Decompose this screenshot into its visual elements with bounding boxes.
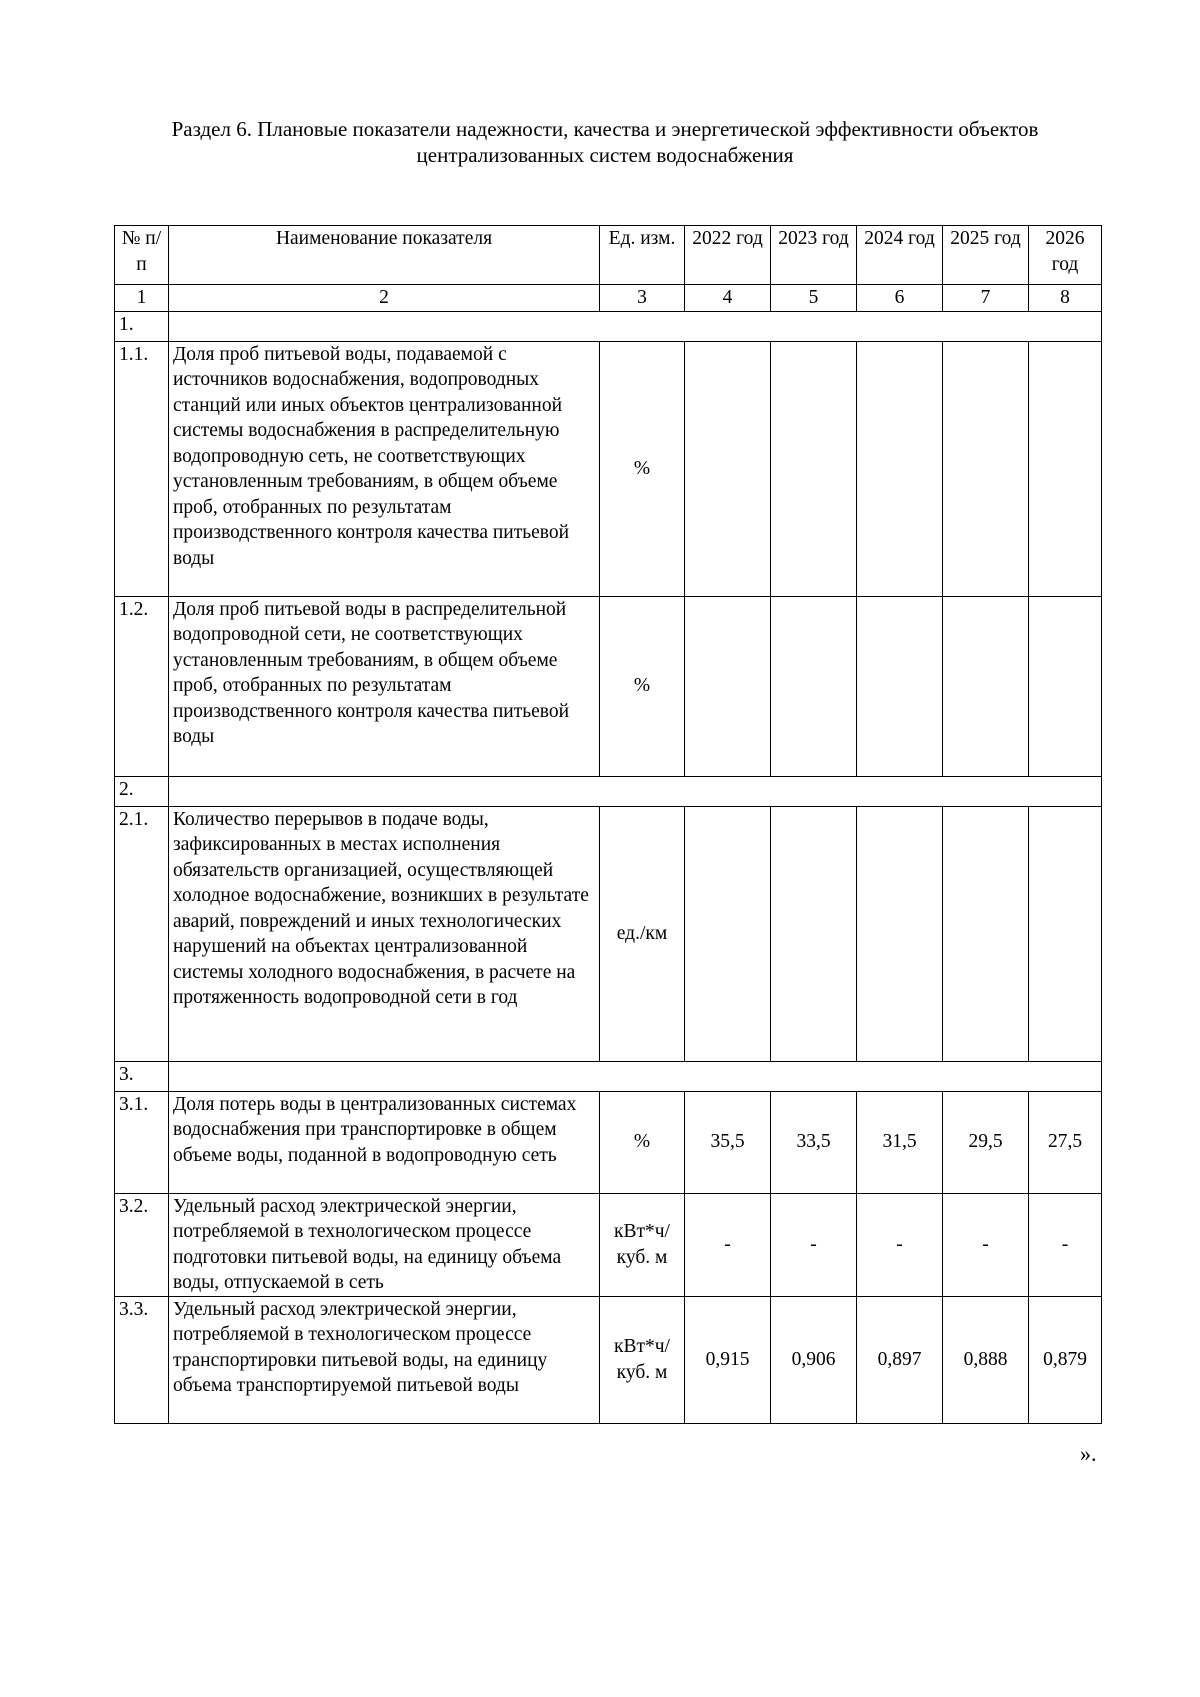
value-cell: 33,5 (771, 1091, 857, 1193)
header-unit: Ед. изм. (600, 226, 685, 285)
value-cell: 27,5 (1029, 1091, 1102, 1193)
row-number: 1.1. (115, 341, 169, 596)
indicator-name: Количество перерывов в подаче воды, зафиксированных в местах исполнения обязательств организацией, осуществляющей холодное водоснабжение, возникших в результате аварий, повреждений и иных технологических нарушений на объектах централизованной системы холодного водоснабжения, в расчете на протяженность водопроводной сети в год (169, 806, 600, 1061)
table-row (115, 1193, 1102, 1296)
unit-cell: % (600, 1091, 685, 1193)
value-cell: 0,888 (943, 1296, 1029, 1423)
column-index: 5 (771, 285, 857, 312)
section-row (115, 776, 1102, 806)
value-cell (943, 806, 1029, 1061)
value-cell: - (857, 1193, 943, 1296)
table-row (115, 341, 1102, 596)
section-row (115, 1061, 1102, 1091)
value-cell (771, 596, 857, 776)
column-index: 2 (169, 285, 600, 312)
column-index: 3 (600, 285, 685, 312)
unit-cell: кВт*ч/ куб. м (600, 1193, 685, 1296)
header-year-2025: 2025 год (943, 226, 1029, 285)
header-num: № п/п (115, 226, 169, 285)
value-cell (771, 806, 857, 1061)
page-title-line-1: Раздел 6. Плановые показатели надежности, качества и энергетической эффективности объектов (171, 117, 1039, 141)
indicator-name: Удельный расход электрической энергии, потребляемой в технологическом процессе транспортировки питьевой воды, на единицу объема транспортируемой питьевой воды (169, 1296, 600, 1423)
column-index: 1 (115, 285, 169, 312)
section-title (169, 311, 1102, 341)
header-year-2026: 2026 год (1029, 226, 1102, 285)
value-cell (857, 341, 943, 596)
section-title (169, 1061, 1102, 1091)
unit-cell: ед./км (600, 806, 685, 1061)
row-number: 2.1. (115, 806, 169, 1061)
page-title (90, 116, 1120, 168)
value-cell: - (1029, 1193, 1102, 1296)
value-cell: 31,5 (857, 1091, 943, 1193)
indicator-name: Доля проб питьевой воды, подаваемой с источников водоснабжения, водопроводных станций или иных объектов централизованной системы водоснабжения в распределительную водопроводную сеть, не соответствующих установленным требованиям, в общем объеме проб, отобранных по результатам производственного контроля качества питьевой воды (169, 341, 600, 596)
table-row (115, 596, 1102, 776)
header-year-2024: 2024 год (857, 226, 943, 285)
page-title-line-2: централизованных систем водоснабжения (416, 143, 794, 167)
row-number: 3.1. (115, 1091, 169, 1193)
table-header-row (115, 226, 1102, 285)
indicator-name: Удельный расход электрической энергии, потребляемой в технологическом процессе подготовки питьевой воды, на единицу объема воды, отпускаемой в сеть (169, 1193, 600, 1296)
row-number: 1.2. (115, 596, 169, 776)
value-cell: 0,897 (857, 1296, 943, 1423)
value-cell (771, 341, 857, 596)
table-row (115, 1091, 1102, 1193)
header-name: Наименование показателя (169, 226, 600, 285)
table-row (115, 806, 1102, 1061)
column-index-row (115, 285, 1102, 312)
value-cell: 35,5 (685, 1091, 771, 1193)
value-cell (685, 596, 771, 776)
value-cell: 0,915 (685, 1296, 771, 1423)
value-cell: 0,906 (771, 1296, 857, 1423)
unit-cell: кВт*ч/ куб. м (600, 1296, 685, 1423)
value-cell (1029, 806, 1102, 1061)
row-number: 3.2. (115, 1193, 169, 1296)
row-number: 3.3. (115, 1296, 169, 1423)
value-cell: 29,5 (943, 1091, 1029, 1193)
value-cell (857, 596, 943, 776)
indicators-table (114, 225, 1102, 1424)
section-row (115, 311, 1102, 341)
column-index: 6 (857, 285, 943, 312)
indicator-name: Доля проб питьевой воды в распределительной водопроводной сети, не соответствующих установленным требованиям, в общем объеме проб, отобранных по результатам производственного контроля качества питьевой воды (169, 596, 600, 776)
table-row (115, 1296, 1102, 1423)
value-cell: 0,879 (1029, 1296, 1102, 1423)
unit-cell: % (600, 341, 685, 596)
value-cell (1029, 341, 1102, 596)
value-cell (685, 806, 771, 1061)
column-index: 7 (943, 285, 1029, 312)
value-cell (943, 341, 1029, 596)
section-title (169, 776, 1102, 806)
section-number: 3. (115, 1061, 169, 1091)
section-number: 1. (115, 311, 169, 341)
value-cell (685, 341, 771, 596)
column-index: 4 (685, 285, 771, 312)
unit-cell: % (600, 596, 685, 776)
value-cell: - (771, 1193, 857, 1296)
header-year-2022: 2022 год (685, 226, 771, 285)
value-cell (1029, 596, 1102, 776)
indicator-name: Доля потерь воды в централизованных системах водоснабжения при транспортировке в общем объеме воды, поданной в водопроводную сеть (169, 1091, 600, 1193)
closing-quote-mark: ». (1080, 1441, 1097, 1466)
section-number: 2. (115, 776, 169, 806)
value-cell (943, 596, 1029, 776)
value-cell: - (685, 1193, 771, 1296)
column-index: 8 (1029, 285, 1102, 312)
header-year-2023: 2023 год (771, 226, 857, 285)
value-cell: - (943, 1193, 1029, 1296)
value-cell (857, 806, 943, 1061)
